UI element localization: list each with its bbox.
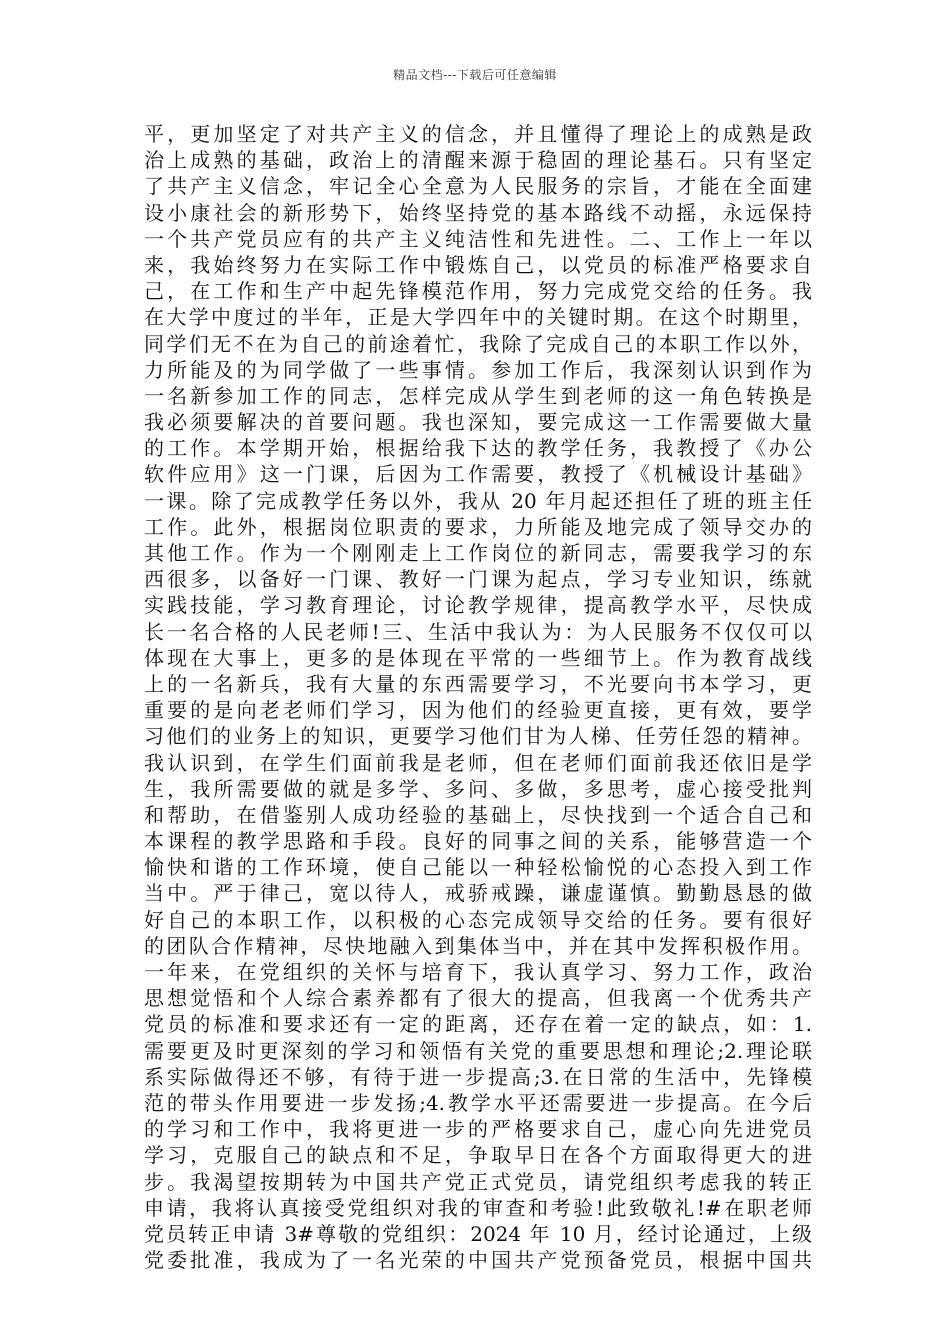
text-line: 同学们无不在为自己的前途着忙，我除了完成自己的本职工作以外，	[144, 331, 812, 356]
text-line: 西很多，以备好一门课、教好一门课为起点，学习专业知识，练就	[144, 567, 812, 592]
text-line: 步。我渴望按期转为中国共产党正式党员，请党组织考虑我的转正	[144, 1169, 812, 1194]
text-line: 范的带头作用要进一步发扬;4.教学水平还需要进一步提高。在今后	[144, 1090, 812, 1115]
text-line: 来，我始终努力在实际工作中锻炼自己，以党员的标准严格要求自	[144, 252, 812, 277]
text-line: 思想觉悟和个人综合素养都有了很大的提高，但我离一个优秀共产	[144, 986, 812, 1011]
text-line: 一课。除了完成教学任务以外，我从 20 年月起还担任了班的班主任	[144, 488, 812, 513]
text-line: 学习，克服自己的缺点和不足，争取早日在各个方面取得更大的进	[144, 1143, 812, 1168]
text-line: 党委批准，我成为了一名光荣的中国共产党预备党员，根据中国共	[144, 1248, 812, 1273]
text-line: 工作。此外，根据岗位职责的要求，力所能及地完成了领导交办的	[144, 514, 812, 539]
body-text	[144, 121, 812, 1273]
text-line: 的工作。本学期开始，根据给我下达的教学任务，我教授了《办公	[144, 436, 812, 461]
text-line: 一个共产党员应有的共产主义纯洁性和先进性。二、工作上一年以	[144, 226, 812, 251]
text-line: 实践技能，学习教育理论，讨论教学规律，提高教学水平，尽快成	[144, 593, 812, 618]
text-line: 本课程的教学思路和手段。良好的同事之间的关系，能够营造一个	[144, 829, 812, 854]
text-line: 系实际做得还不够，有待于进一步提高;3.在日常的生活中，先锋模	[144, 1064, 812, 1089]
text-line: 软件应用》这一门课，后因为工作需要，教授了《机械设计基础》	[144, 462, 812, 487]
text-line: 愉快和谐的工作环境，使自己能以一种轻松愉悦的心态投入到工作	[144, 855, 812, 880]
text-line: 需要更及时更深刻的学习和领悟有关党的重要思想和理论;2.理论联	[144, 1038, 812, 1063]
text-line: 生，我所需要做的就是多学、多问、多做，多思考，虚心接受批判	[144, 776, 812, 801]
text-line: 我必须要解决的首要问题。我也深知，要完成这一工作需要做大量	[144, 410, 812, 435]
text-line: 我认识到，在学生们面前我是老师，但在老师们面前我还依旧是学	[144, 750, 812, 775]
text-line: 平，更加坚定了对共产主义的信念，并且懂得了理论上的成熟是政	[144, 122, 812, 146]
text-line: 的学习和工作中，我将更进一步的严格要求自己，虚心向先进党员	[144, 1117, 812, 1142]
text-line: 长一名合格的人民老师!三、生活中我认为：为人民服务不仅仅可以	[144, 619, 812, 644]
text-line: 的团队合作精神，尽快地融入到集体当中，并在其中发挥积极作用。	[144, 933, 812, 958]
text-line: 和帮助，在借鉴别人成功经验的基础上，尽快找到一个适合自己和	[144, 802, 812, 827]
text-line: 申请，我将认真接受党组织对我的审查和考验!此致敬礼!#在职老师	[144, 1195, 812, 1220]
text-line: 了共产主义信念，牢记全心全意为人民服务的宗旨，才能在全面建	[144, 174, 812, 199]
text-line: 好自己的本职工作，以积极的心态完成领导交给的任务。要有很好	[144, 907, 812, 932]
text-line: 党员转正申请 3#尊敬的党组织：2024 年 10 月，经讨论通过，上级	[144, 1221, 812, 1246]
text-line: 习他们的业务上的知识，更要学习他们甘为人梯、任劳任怨的精神。	[144, 724, 812, 749]
page-header: 精品文档---下载后可任意编辑	[393, 68, 557, 82]
text-line: 重要的是向老老师们学习，因为他们的经验更直接，更有效，要学	[144, 698, 812, 723]
text-line: 体现在大事上，更多的是体现在平常的一些细节上。作为教育战线	[144, 645, 812, 670]
text-line: 党员的标准和要求还有一定的距离，还存在着一定的缺点，如：1.	[144, 1012, 812, 1037]
text-line: 上的一名新兵，我有大量的东西需要学习，不光要向书本学习，更	[144, 671, 812, 696]
text-line: 己，在工作和生产中起先锋模范作用，努力完成党交给的任务。我	[144, 279, 812, 304]
text-line: 在大学中度过的半年，正是大学四年中的关键时期。在这个时期里，	[144, 305, 812, 330]
text-line: 一名新参加工作的同志，怎样完成从学生到老师的这一角色转换是	[144, 383, 812, 408]
text-line: 力所能及的为同学做了一些事情。参加工作后，我深刻认识到作为	[144, 357, 812, 382]
text-line: 一年来，在党组织的关怀与培育下，我认真学习、努力工作，政治	[144, 960, 812, 984]
text-line: 治上成熟的基础，政治上的清醒来源于稳固的理论基石。只有坚定	[144, 148, 812, 173]
text-line: 设小康社会的新形势下，始终坚持党的基本路线不动摇，永远保持	[144, 200, 812, 225]
text-line: 其他工作。作为一个刚刚走上工作岗位的新同志，需要我学习的东	[144, 541, 812, 565]
text-line: 当中。严于律己，宽以待人，戒骄戒躁，谦虚谨慎。勤勤恳恳的做	[144, 881, 812, 906]
